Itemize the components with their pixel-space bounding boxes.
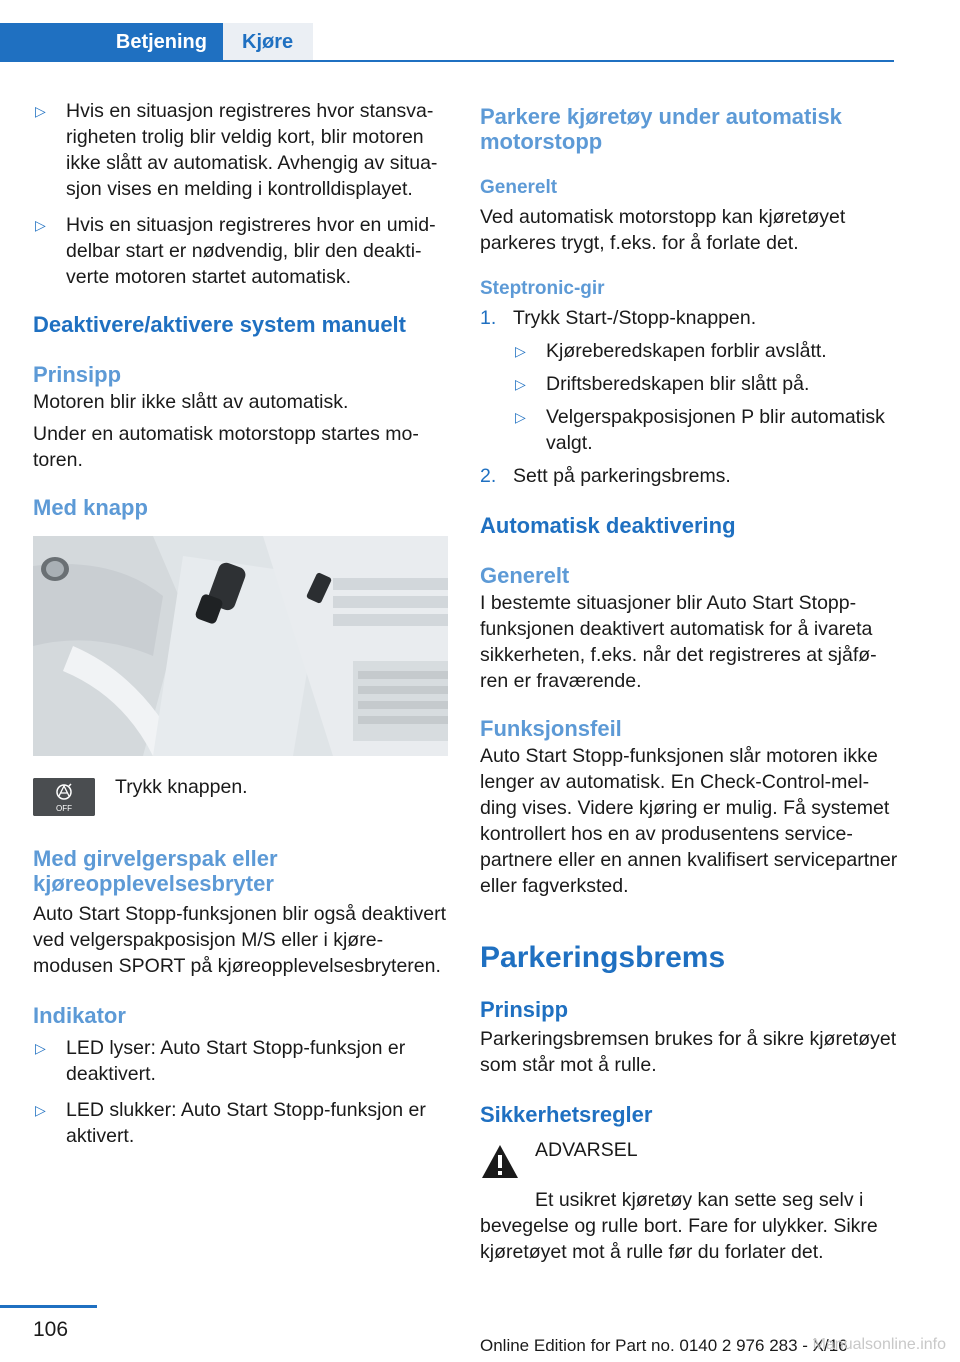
press-button-text: Trykk knappen.: [115, 776, 248, 798]
paragraph: Ved automatisk motorstopp kan kjøretøyet parkeres trygt, f.eks. for å forlate det.: [480, 206, 846, 254]
chapter-heading: Parkeringsbrems: [480, 941, 726, 974]
step-number: 1.: [480, 307, 497, 329]
tab-betjening[interactable]: Betjening: [0, 23, 223, 61]
paragraph: Parkeringsbremsen brukes for å sikre kjøretøyet som står mot å rulle.: [480, 1028, 897, 1076]
list-item: [33, 212, 448, 290]
subheading: Prinsipp: [33, 362, 122, 387]
step-text: Trykk Start-/Stopp-knappen.: [513, 307, 757, 329]
subheading: Med knapp: [33, 495, 148, 520]
triangle-bullet-icon: ▷: [35, 1040, 46, 1056]
warning-triangle-icon: [480, 1143, 520, 1181]
paragraph: Auto Start Stopp-funksjonen blir også deaktivert ved velgerspakposisjon M/S eller i kjøremodusen SPORT på kjøreopplevelsesbryteren.: [33, 903, 446, 977]
paragraph: Auto Start Stopp-funksjonen slår motoren ikke lenger av automatisk. En Check-Control-melding vises. Videre kjøring er mulig. Få systemet kontrollert hos en av produsentens servicepartnere eller en annen kvalifisert servicepartner eller fagverksted.: [480, 745, 898, 897]
bullet-text: Driftsberedskapen blir slått på.: [546, 373, 810, 395]
bullet-text: Hvis en situasjon registreres hvor stansvarigheten trolig blir veldig kort, blir motoren ikke slått av automatisk. Avhengig av situasjon vises en melding i kontrolldisplayet.: [66, 100, 438, 200]
page-number: 106: [33, 1318, 69, 1341]
section-heading: Prinsipp: [480, 997, 569, 1022]
left-column: [33, 98, 448, 1149]
list-item: [480, 305, 898, 331]
triangle-bullet-icon: ▷: [35, 103, 46, 119]
subheading: Generelt: [480, 177, 558, 198]
list-item: [480, 371, 898, 397]
paragraph: I bestemte situasjoner blir Auto Start Stopp-funksjonen deaktivert automatisk for å ivareta sikkerheten, f.eks. når det registreres at sjåføren er fraværende.: [480, 592, 877, 692]
warning-content: [535, 1137, 638, 1163]
warning-label: ADVARSEL: [535, 1139, 638, 1161]
right-column: [480, 98, 898, 1265]
subheading: Generelt: [480, 563, 570, 588]
section-heading: Sikkerhetsregler: [480, 1102, 653, 1127]
section-heading: Automatisk deaktivering: [480, 513, 736, 538]
svg-text:OFF: OFF: [56, 804, 72, 813]
warning-block: [480, 1137, 898, 1181]
step-number: 2.: [480, 465, 497, 487]
triangle-bullet-icon: ▷: [515, 376, 526, 392]
triangle-bullet-icon: ▷: [35, 1102, 46, 1118]
triangle-bullet-icon: ▷: [515, 343, 526, 359]
list-item: [480, 463, 898, 489]
list-item: [33, 1035, 448, 1087]
subheading: Steptronic-gir: [480, 278, 605, 299]
paragraph: Motoren blir ikke slått av automatisk.: [33, 391, 349, 413]
warning-text: Et usikret kjøretøy kan sette seg selv i bevegelse og rulle bort. Fare for ulykker. Sikre kjøretøyet mot å rulle før du forlater det.: [480, 1189, 878, 1263]
paragraph: Under en automatisk motorstopp startes motoren.: [33, 423, 419, 471]
bullet-text: Velgerspakposisjonen P blir automatisk valgt.: [546, 406, 885, 454]
tab-kjore[interactable]: Kjøre: [223, 23, 313, 61]
subheading: Med girvelgerspak eller kjøreopplevelsesbryter: [33, 846, 278, 896]
steering-wheel-button-photo: [33, 536, 448, 756]
bullet-text: LED slukker: Auto Start Stopp-funksjon er aktivert.: [66, 1099, 426, 1147]
subheading: Funksjonsfeil: [480, 716, 622, 741]
bullet-text: LED lyser: Auto Start Stopp-funksjon er deaktivert.: [66, 1037, 406, 1085]
subheading: Parkere kjøretøy under automatisk motorstopp: [480, 104, 842, 154]
triangle-bullet-icon: ▷: [35, 217, 46, 233]
watermark: Manualsonline.info: [812, 1336, 946, 1353]
page-header: [0, 0, 894, 62]
step-text: Sett på parkeringsbrems.: [513, 465, 731, 487]
header-divider: [0, 60, 894, 62]
auto-start-stop-off-icon: [33, 778, 95, 816]
list-item: [480, 338, 898, 364]
footer-divider: [0, 1305, 97, 1308]
list-item: [33, 98, 448, 202]
list-item: [480, 404, 898, 456]
bullet-text: Hvis en situasjon registreres hvor en umiddelbar start er nødvendig, blir den deaktiverte motoren startet automatisk.: [66, 214, 436, 288]
button-instruction: [33, 774, 448, 816]
triangle-bullet-icon: ▷: [515, 409, 526, 425]
section-heading: Deaktivere/aktivere system manuelt: [33, 312, 406, 337]
subheading: Indikator: [33, 1003, 126, 1028]
edition-text: Online Edition for Part no. 0140 2 976 283 - X/16: [480, 1336, 848, 1355]
list-item: [33, 1097, 448, 1149]
bullet-text: Kjøreberedskapen forblir avslått.: [546, 340, 827, 362]
